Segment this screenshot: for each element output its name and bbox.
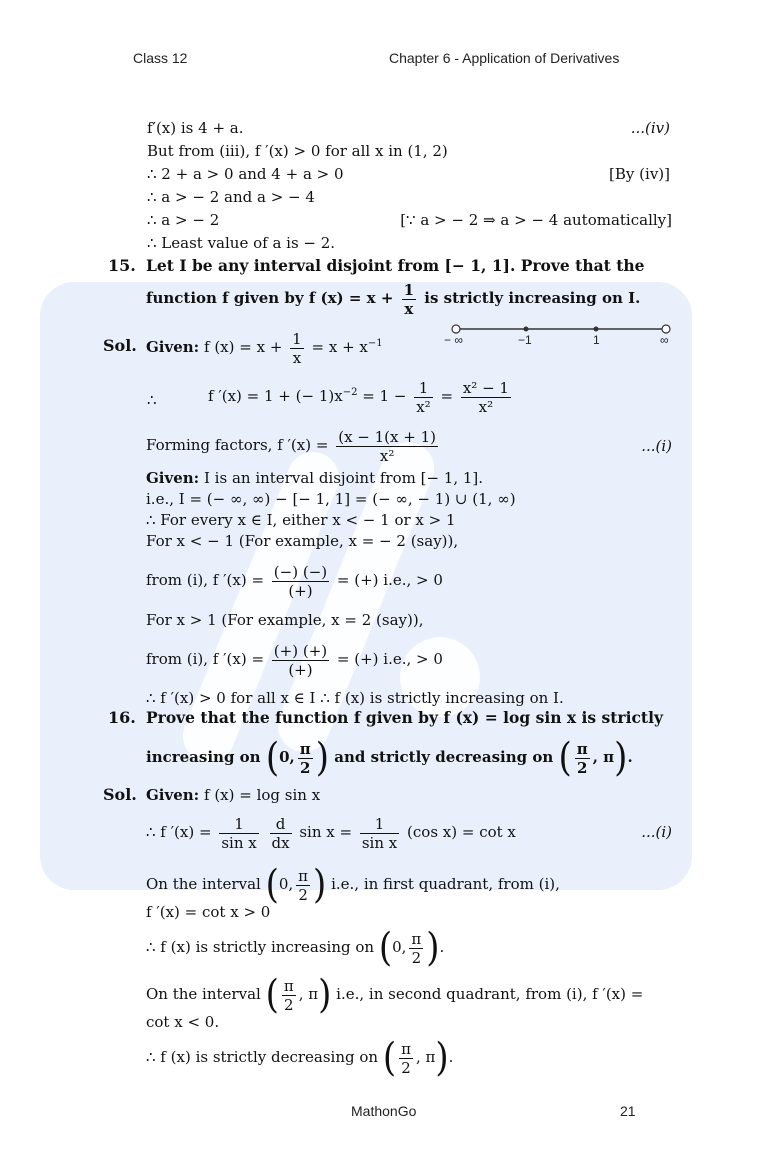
question-text: function f given by f (x) = x + $\frac{1}{x}$ is strictly increasing on I. bbox=[146, 280, 641, 318]
fraction: $\frac{\pi}{2}$ bbox=[283, 976, 294, 1014]
fraction: $\frac{\text{x² − 1}}{\text{x²}}$ bbox=[462, 378, 509, 416]
text-line: For x > 1 (For example, x = 2 (say)), bbox=[146, 611, 424, 629]
given-line: Given: f (x) = log sin x bbox=[146, 786, 321, 804]
question-number: 15. bbox=[108, 256, 136, 275]
text-line: ∴ For every x ∈ I, either x < − 1 or x > 1 bbox=[146, 511, 456, 529]
interval-line: On the interval (0, $\frac{\pi}{2}$ ) i.e., in first quadrant, from (i), bbox=[146, 862, 560, 908]
fraction: $\frac{1}{x}$ bbox=[292, 329, 302, 367]
text-line: i.e., I = (− ∞, ∞) − [− 1, 1] = (− ∞, − 1) ∪ (1, ∞) bbox=[146, 490, 516, 508]
derivative-line: f ′(x) = 1 + (− $1)x^{-2} = 1$ − $\frac{1}{\text{x²}}$ = $\frac{\text{x² − 1}}{\text{x²}}$ bbox=[208, 378, 509, 416]
forming-factors-line: Forming factors, f ′(x) = $\frac{(x - 1(x + 1)}{\text{x²}}$ bbox=[146, 427, 436, 465]
fraction: $\frac{\pi}{2}$ bbox=[576, 739, 588, 777]
fraction: $\frac{d}{dx}$ bbox=[271, 814, 290, 852]
text-line: For x < − 1 (For example, x = − 2 (say)), bbox=[146, 532, 459, 550]
text-line: But from (iii), f ′(x) > 0 for all x in (1, 2) bbox=[147, 142, 448, 160]
therefore-symbol: ∴ bbox=[147, 391, 157, 409]
text-line: ∴ a > − 2 bbox=[147, 211, 220, 229]
derivative-line: ∴ f ′(x) = $\frac{1}{\text{sin x}}$ $\frac{d}{dx}$ sin x = $\frac{1}{\text{sin x}}$ (cos x) = cot x bbox=[146, 814, 516, 852]
text-line: f ′(x) = cot x > 0 bbox=[146, 903, 271, 921]
fraction: (−) (−) (+) bbox=[273, 562, 328, 600]
text-line: ∴ a > − 2 and a > − 4 bbox=[147, 188, 315, 206]
fraction: $\frac{\pi}{2}$ bbox=[299, 739, 311, 777]
equation-tag: ...(i) bbox=[641, 823, 672, 841]
number-line-label: ∞ bbox=[660, 333, 669, 347]
solution-label: Sol. bbox=[103, 336, 137, 355]
fraction: $\frac{1}{x}$ bbox=[403, 280, 415, 318]
question-text: increasing on (0, $\frac{\pi}{2}$ ) and strictly decreasing on ( $\frac{\pi}{2}$ , π). bbox=[146, 735, 633, 781]
fraction: $\frac{1}{\text{x²}}$ bbox=[416, 378, 431, 416]
given-line: Given: f (x) = x + $\frac{1}{x}$ = $x + x^{-1}$ bbox=[146, 329, 383, 367]
equation-tag: ...(i) bbox=[641, 437, 672, 455]
question-text: Let I be any interval disjoint from [− 1, 1]. Prove that the bbox=[146, 256, 645, 275]
question-text: Prove that the function f given by f (x) = log sin x is strictly bbox=[146, 708, 663, 727]
fraction: $\frac{1}{\text{sin x}}$ bbox=[361, 814, 398, 852]
solution-label: Sol. bbox=[103, 785, 137, 804]
text-line: ∴ 2 + a > 0 and 4 + a > 0 bbox=[147, 165, 344, 183]
interval-line: On the interval ( $\frac{\pi}{2}$ , π) i.e., in second quadrant, from (i), f ′(x) = bbox=[146, 972, 644, 1018]
page-number: 21 bbox=[620, 1103, 636, 1119]
equation-tag: [By (iv)] bbox=[609, 165, 670, 183]
header-class: Class 12 bbox=[133, 50, 188, 66]
given-line: Given: I is an interval disjoint from [− 1, 1]. bbox=[146, 469, 484, 487]
footer-brand: MathonGo bbox=[351, 1103, 417, 1119]
equation-tag: [∵ a > − 2 ⇒ a > − 4 automatically] bbox=[400, 211, 672, 229]
text-line: cot x < 0. bbox=[146, 1013, 220, 1031]
conclusion-line: ∴ f ′(x) > 0 for all x ∈ I ∴ f (x) is strictly increasing on I. bbox=[146, 689, 564, 707]
fraction: $\frac{\pi}{2}$ bbox=[401, 1039, 411, 1077]
question-number: 16. bbox=[108, 708, 136, 727]
header-chapter: Chapter 6 - Application of Derivatives bbox=[389, 50, 620, 66]
fraction: $\frac{1}{\text{sin x}}$ bbox=[221, 814, 257, 852]
sign-line: from (i), f ′(x) = (+) (+) (+) = (+) i.e., > 0 bbox=[146, 641, 443, 679]
number-line-diagram bbox=[446, 322, 686, 352]
number-line-label: −1 bbox=[518, 333, 532, 347]
equation-tag: ...(iv) bbox=[630, 119, 670, 137]
number-line-label: 1 bbox=[593, 333, 600, 347]
sign-line: from (i), f ′(x) = (−) (−) (+) = (+) i.e., > 0 bbox=[146, 562, 443, 600]
fraction: $\frac{(x - 1(x + 1)}{\text{x²}}$ bbox=[338, 427, 436, 465]
decreasing-line: ∴ f (x) is strictly decreasing on ( $\frac{\pi}{2}$ , π). bbox=[146, 1035, 454, 1081]
increasing-line: ∴ f (x) is strictly increasing on (0, $\frac{\pi}{2}$ ). bbox=[146, 925, 445, 971]
text-line: f′(x) is 4 + a. bbox=[147, 119, 244, 137]
fraction: (+) (+) (+) bbox=[273, 641, 328, 679]
fraction: $\frac{\pi}{2}$ bbox=[298, 866, 309, 904]
fraction: $\frac{\pi}{2}$ bbox=[411, 929, 422, 967]
number-line-label: − ∞ bbox=[444, 333, 463, 347]
text-line: ∴ Least value of a is − 2. bbox=[147, 234, 336, 252]
